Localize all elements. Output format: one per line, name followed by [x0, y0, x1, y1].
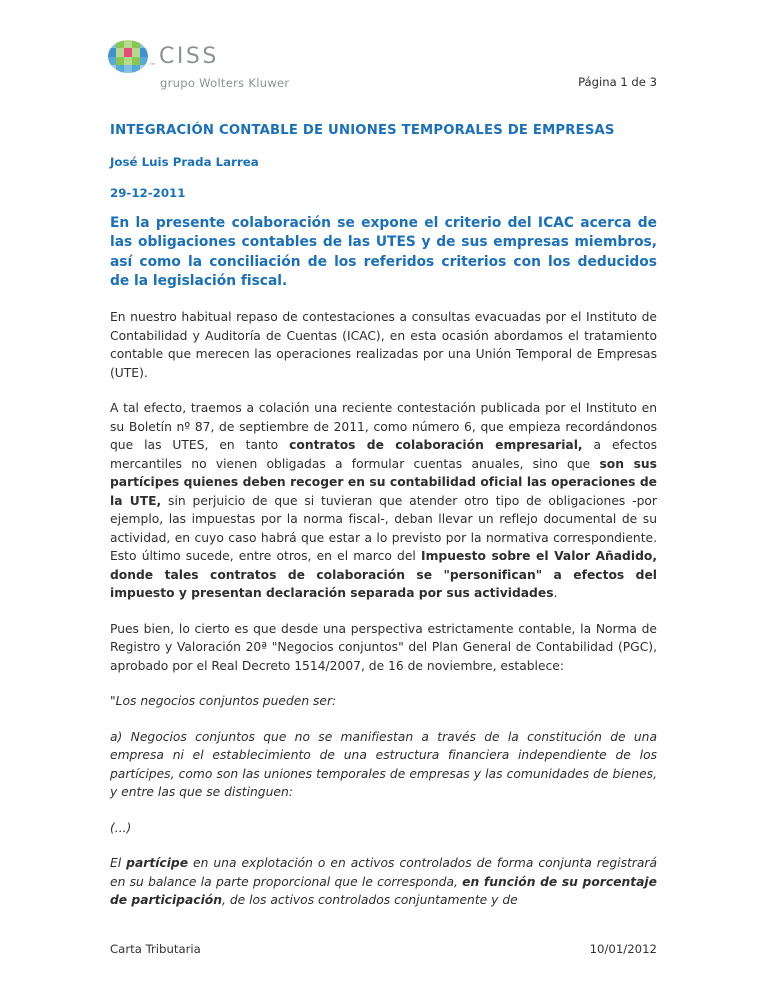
article-paragraph: En nuestro habitual repaso de contestaciones a consultas evacuadas por el Instituto de Contabilidad y Auditoría de Cuentas (ICAC), en esta ocasión abordamos el tratamiento contable que merecen las operaciones realizadas por una Unión Temporal de Empresas (UTE).	[110, 310, 657, 380]
trademark-symbol: ™	[149, 62, 156, 70]
article-paragraphs	[110, 308, 657, 910]
article-paragraph: "Los negocios conjuntos pueden ser:	[110, 694, 337, 709]
article-title: INTEGRACIÓN CONTABLE DE UNIONES TEMPORALES DE EMPRESAS	[110, 123, 615, 138]
article-paragraph: El partícipe en una explotación o en activos controlados de forma conjunta registrará en su balance la parte proporcional que le corresponda, en función de su porcentaje de participación, de los activos controlados conjuntamente y de	[110, 856, 657, 908]
footer-date: 10/01/2012	[589, 942, 657, 956]
page-indicator: Página 1 de 3	[578, 75, 657, 89]
document-footer	[110, 942, 657, 956]
brand-name: CISS	[159, 43, 219, 69]
brand-subtitle: grupo Wolters Kluwer	[160, 76, 290, 90]
article-date: 29-12-2011	[110, 186, 186, 200]
article-lead: En la presente colaboración se expone el criterio del ICAC acerca de las obligaciones contables de las UTES y de sus empresas miembros, así como la conciliación de los referidos criterios con los deducidos de la legislación fiscal.	[110, 215, 657, 289]
article-paragraph: A tal efecto, traemos a colación una reciente contestación publicada por el Instituto en su Boletín nº 87, de septiembre de 2011, como número 6, que empieza recordándonos que las UTES, en tanto contratos de colaboración empresarial, a efectos mercantiles no vienen obligadas a formular cuentas anuales, sino que son sus partícipes quienes deben recoger en su contabilidad oficial las operaciones de la UTE, sin perjuicio de que si tuvieran que atender otro tipo de obligaciones -por ejemplo, las impuestas por la norma fiscal-, deban llevar un reflejo documental de su actividad, en cuyo caso habrá que estar a lo previsto por la normativa correspondiente. Esto último sucede, entre otros, en el marco del Impuesto sobre el Valor Añadido, donde tales contratos de colaboración se "personifican" a efectos del impuesto y presentan declaración separada por sus actividades.	[110, 401, 658, 601]
article-paragraph: Pues bien, lo cierto es que desde una perspectiva estrictamente contable, la Norma de Registro y Valoración 20ª "Negocios conjuntos" del Plan General de Contabilidad (PGC), aprobado por el Real Decreto 1514/2007, de 16 de noviembre, establece:	[110, 621, 657, 673]
article	[0, 123, 768, 910]
article-author: José Luis Prada Larrea	[110, 155, 259, 169]
brand-row	[108, 40, 289, 73]
document-header	[0, 0, 768, 90]
ciss-globe-icon	[108, 40, 148, 73]
article-paragraph: a) Negocios conjuntos que no se manifiestan a través de la constitución de una empresa ni el establecimiento de una estructura financiera independiente de los partícipes, como son las uniones temporales de empresas y las comunidades de bienes, y entre las que se distinguen:	[110, 729, 657, 800]
brand	[108, 40, 289, 90]
footer-publication: Carta Tributaria	[110, 942, 201, 956]
article-paragraph: (...)	[110, 820, 132, 835]
